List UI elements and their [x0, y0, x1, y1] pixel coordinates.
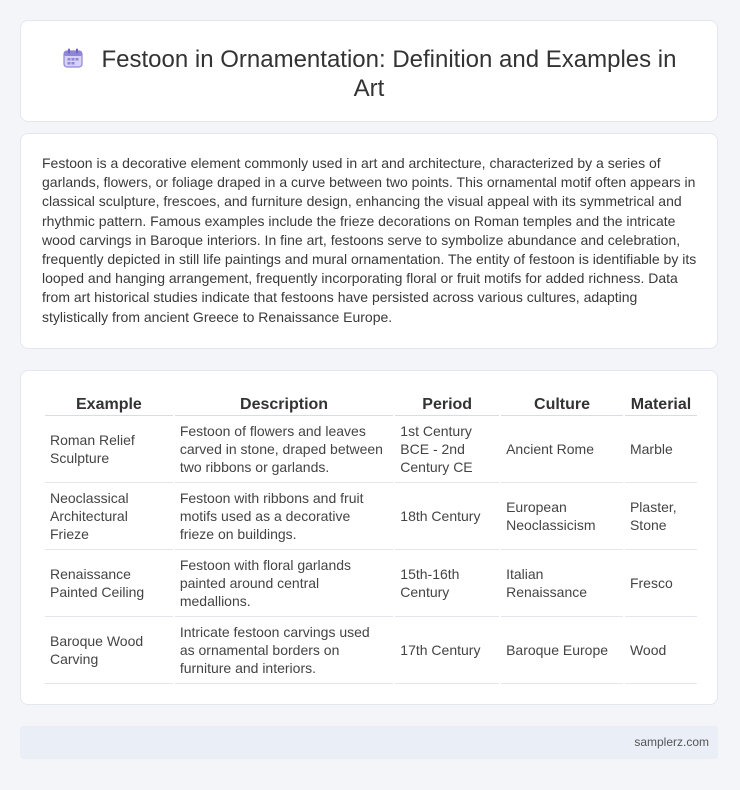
table-row [45, 416, 697, 483]
cell-culture: European Neoclassicism [501, 483, 623, 550]
header-culture: Culture [501, 393, 623, 416]
header-example: Example [45, 393, 173, 416]
cell-material: Marble [625, 416, 697, 483]
footer-site-link[interactable]: samplerz.com [634, 735, 709, 749]
cell-period: 1st Century BCE - 2nd Century CE [395, 416, 499, 483]
table-row [45, 483, 697, 550]
cell-description: Intricate festoon carvings used as ornamental borders on furniture and interiors. [175, 617, 393, 684]
table-card [20, 370, 718, 705]
table-row [45, 550, 697, 617]
cell-period: 17th Century [395, 617, 499, 684]
cell-example: Baroque Wood Carving [45, 617, 173, 684]
cell-culture: Ancient Rome [501, 416, 623, 483]
header-material: Material [625, 393, 697, 416]
footer [20, 726, 718, 759]
page-title: Festoon in Ornamentation: Definition and Examples in Art [101, 46, 677, 102]
calendar-icon [62, 47, 84, 69]
examples-table [43, 393, 699, 684]
header-description: Description [175, 393, 393, 416]
cell-material: Plaster, Stone [625, 483, 697, 550]
cell-culture: Baroque Europe [501, 617, 623, 684]
cell-example: Neoclassical Architectural Frieze [45, 483, 173, 550]
cell-description: Festoon with floral garlands painted around central medallions. [175, 550, 393, 617]
cell-example: Renaissance Painted Ceiling [45, 550, 173, 617]
cell-example: Roman Relief Sculpture [45, 416, 173, 483]
cell-material: Fresco [625, 550, 697, 617]
title-card [20, 20, 718, 122]
table-row [45, 617, 697, 684]
intro-card [20, 133, 718, 349]
header-period: Period [395, 393, 499, 416]
cell-material: Wood [625, 617, 697, 684]
page-title-wrap [61, 45, 677, 103]
intro-paragraph: Festoon is a decorative element commonly used in art and architecture, characterized by a series of garlands, flowers, or foliage draped in a curve between two points. This ornamental motif often appears in classical sculpture, frescoes, and furniture design, enhancing the visual appeal with its symmetrical and rhythmic pattern. Famous examples include the frieze decorations on Roman temples and the intricate wood carvings in Baroque interiors. In fine art, festoons serve to symbolize abundance and celebration, frequently depicted in still life paintings and mural ornamentation. The entity of festoon is identifiable by its looped and hanging arrangement, frequently incorporating floral or fruit motifs for added richness. Data from art historical studies indicate that festoons have persisted across various cultures, adapting stylistically from ancient Greece to Renaissance Europe. [42, 155, 697, 325]
cell-period: 18th Century [395, 483, 499, 550]
cell-culture: Italian Renaissance [501, 550, 623, 617]
cell-period: 15th-16th Century [395, 550, 499, 617]
cell-description: Festoon with ribbons and fruit motifs used as a decorative frieze on buildings. [175, 483, 393, 550]
table-header-row [45, 393, 697, 416]
cell-description: Festoon of flowers and leaves carved in stone, draped between two ribbons or garlands. [175, 416, 393, 483]
